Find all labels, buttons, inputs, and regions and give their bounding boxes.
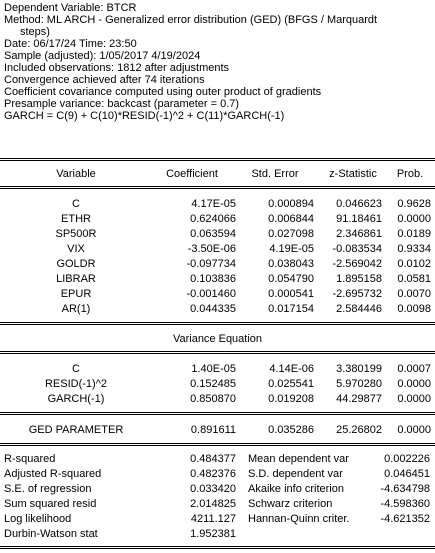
presample-line: Presample variance: backcast (parameter = 0.7): [4, 98, 240, 110]
method-line: Method: ML ARCH - Generalized error distribution (GED) (BFGS / Marquardt: [4, 14, 378, 26]
cell-coefficient: 0.152485: [190, 378, 236, 390]
stat-value: -4.621352: [380, 513, 430, 525]
table-row: [0, 393, 435, 405]
cell-prob: 0.0102: [397, 258, 431, 270]
table-row: [0, 213, 435, 225]
cell-std-error: 0.025541: [268, 378, 314, 390]
cell-std-error: 0.000894: [268, 198, 314, 210]
stat-row: [0, 483, 435, 495]
stat-value: 1.952381: [190, 528, 236, 540]
col-prob: Prob.: [396, 168, 424, 180]
cell-z-stat: -2.695732: [332, 288, 382, 300]
cell-prob: 0.0189: [397, 228, 431, 240]
cell-std-error: 0.035286: [268, 424, 314, 436]
cell-coefficient: -3.50E-06: [187, 243, 236, 255]
ged-parameter-row: [0, 424, 435, 436]
cell-prob: 0.9628: [397, 198, 431, 210]
separator: [0, 186, 435, 189]
stat-row: [0, 468, 435, 480]
method-line-cont: steps): [20, 26, 50, 38]
stat-value: [360, 528, 430, 540]
stat-label: S.E. of regression: [4, 483, 92, 495]
col-std-error: Std. Error: [251, 168, 299, 180]
stat-value: 0.033420: [190, 483, 236, 495]
col-variable: Variable: [56, 168, 96, 180]
cell-prob: 0.0000: [397, 424, 431, 436]
stat-label: [248, 528, 378, 540]
cell-coefficient: 1.40E-05: [191, 363, 236, 375]
cell-prob: 0.0000: [397, 213, 431, 225]
cell-z-stat: 2.584446: [336, 303, 382, 315]
cell-std-error: 0.019208: [268, 393, 314, 405]
cell-variable: GOLDR: [56, 258, 96, 270]
stat-row: [0, 513, 435, 525]
stat-label: Sum squared resid: [4, 498, 97, 510]
cell-std-error: 4.14E-06: [269, 363, 314, 375]
stat-row: [0, 453, 435, 465]
cell-z-stat: 25.26802: [336, 424, 382, 436]
table-row: [0, 258, 435, 270]
stat-label: Mean dependent var: [248, 453, 349, 465]
cell-coefficient: 0.063594: [190, 228, 236, 240]
variance-equation-title: Variance Equation: [172, 333, 263, 345]
garch-equation: GARCH = C(9) + C(10)*RESID(-1)^2 + C(11)*GARCH(-1): [4, 110, 285, 122]
cell-prob: 0.0581: [397, 273, 431, 285]
table-row: [0, 363, 435, 375]
separator: [0, 351, 435, 354]
separator: [0, 322, 435, 325]
sample-line: Sample (adjusted): 1/05/2017 4/19/2024: [4, 50, 201, 62]
cell-variable: RESID(-1)^2: [44, 378, 107, 390]
cell-variable: GED PARAMETER: [28, 424, 124, 436]
cell-variable: LIBRAR: [56, 273, 96, 285]
estimation-header: [4, 2, 432, 122]
cell-variable: C: [72, 363, 80, 375]
cell-z-stat: 5.970280: [336, 378, 382, 390]
cell-variable: VIX: [67, 243, 85, 255]
stat-value: 4211.127: [190, 513, 236, 525]
column-header-row: [0, 168, 435, 180]
convergence-line: Convergence achieved after 74 iterations: [4, 74, 205, 86]
stat-value: 0.484377: [190, 453, 236, 465]
cell-variable: GARCH(-1): [47, 393, 105, 405]
table-row: [0, 303, 435, 315]
cell-coefficient: -0.001460: [186, 288, 236, 300]
cell-coefficient: 0.624066: [190, 213, 236, 225]
col-z-stat: z-Statistic: [329, 168, 377, 180]
cell-prob: 0.0007: [397, 363, 431, 375]
table-row: [0, 228, 435, 240]
cell-variable: EPUR: [60, 288, 92, 300]
stat-row: [0, 498, 435, 510]
cell-prob: 0.9334: [397, 243, 431, 255]
table-row: [0, 288, 435, 300]
separator: [0, 443, 435, 446]
cell-prob: 0.0000: [397, 393, 431, 405]
stat-label: Durbin-Watson stat: [4, 528, 98, 540]
stat-label: S.D. dependent var: [248, 468, 343, 480]
stat-value: -4.598360: [380, 498, 430, 510]
cell-variable: AR(1): [61, 303, 91, 315]
cell-variable: SP500R: [55, 228, 97, 240]
stat-row: [0, 528, 435, 540]
stat-value: 2.014825: [190, 498, 236, 510]
cell-std-error: 0.017154: [268, 303, 314, 315]
separator: [0, 412, 435, 415]
cell-z-stat: 3.380199: [336, 363, 382, 375]
cell-z-stat: 44.29877: [336, 393, 382, 405]
table-row: [0, 273, 435, 285]
cell-prob: 0.0098: [397, 303, 431, 315]
stat-value: 0.046451: [384, 468, 430, 480]
stat-value: 0.002226: [384, 453, 430, 465]
cell-std-error: 4.19E-05: [269, 243, 314, 255]
stat-label: Akaike info criterion: [248, 483, 344, 495]
cell-z-stat: 1.895158: [336, 273, 382, 285]
stat-value: 0.482376: [190, 468, 236, 480]
stat-label: Log likelihood: [4, 513, 72, 525]
stat-label: Hannan-Quinn criter.: [248, 513, 350, 525]
separator: [0, 158, 435, 161]
dependent-variable: Dependent Variable: BTCR: [4, 2, 137, 14]
cell-z-stat: -2.569042: [332, 258, 382, 270]
separator: [0, 546, 435, 549]
cell-z-stat: -0.083534: [332, 243, 382, 255]
stat-label: Schwarz criterion: [248, 498, 333, 510]
cell-coefficient: 0.850870: [190, 393, 236, 405]
cell-std-error: 0.038043: [268, 258, 314, 270]
observations-line: Included observations: 1812 after adjustments: [4, 62, 230, 74]
cell-prob: 0.0070: [397, 288, 431, 300]
cell-std-error: 0.054790: [268, 273, 314, 285]
cell-variable: ETHR: [61, 213, 91, 225]
stat-label: R-squared: [4, 453, 56, 465]
stat-value: -4.634798: [380, 483, 430, 495]
stat-label: Adjusted R-squared: [4, 468, 102, 480]
cell-std-error: 0.000541: [268, 288, 314, 300]
cell-coefficient: 4.17E-05: [191, 198, 236, 210]
cell-z-stat: 2.346861: [336, 228, 382, 240]
table-row: [0, 243, 435, 255]
cell-std-error: 0.006844: [268, 213, 314, 225]
cell-coefficient: 0.103836: [190, 273, 236, 285]
covariance-line: Coefficient covariance computed using outer product of gradients: [4, 86, 322, 98]
cell-prob: 0.0000: [397, 378, 431, 390]
table-row: [0, 198, 435, 210]
date-line: Date: 06/17/24 Time: 23:50: [4, 38, 137, 50]
cell-variable: C: [72, 198, 80, 210]
cell-z-stat: 91.18461: [336, 213, 382, 225]
cell-z-stat: 0.046623: [336, 198, 382, 210]
cell-coefficient: 0.044335: [190, 303, 236, 315]
col-coefficient: Coefficient: [166, 168, 218, 180]
cell-coefficient: 0.891611: [190, 424, 236, 436]
cell-coefficient: -0.097734: [186, 258, 236, 270]
cell-std-error: 0.027098: [268, 228, 314, 240]
table-row: [0, 378, 435, 390]
